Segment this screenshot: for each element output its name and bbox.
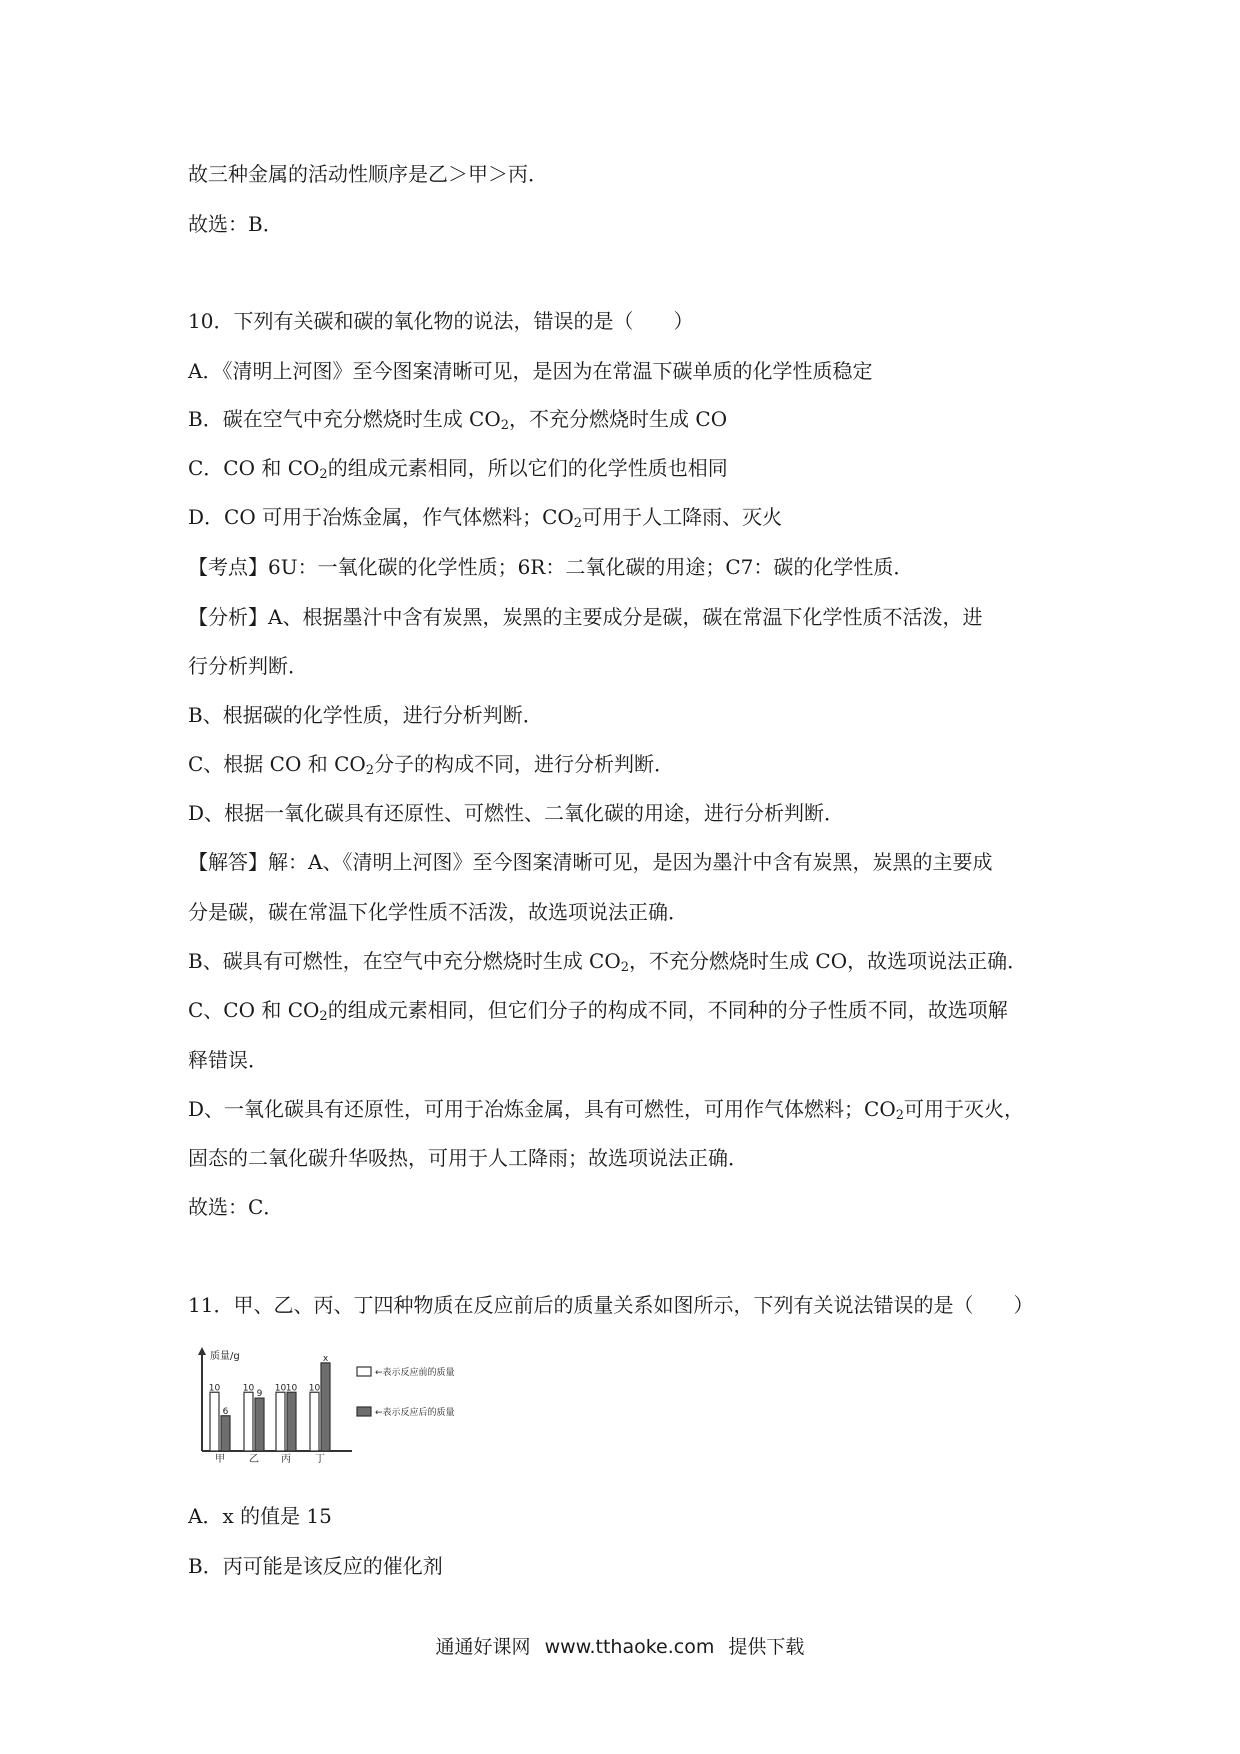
data-label: 10: [285, 1383, 298, 1394]
y-axis-arrow: [198, 1347, 206, 1355]
text-line: C、CO 和 $CO_2$的组成元素相同，但它们分子的构成不同，不同种的分子性质不同，故选项解: [188, 998, 1008, 1024]
kaodian-line: 【考点】6U：一氧化碳的化学性质；6R：二氧化碳的用途；C7：碳的化学性质．: [188, 555, 914, 579]
bar: [310, 1392, 319, 1451]
question-11-stem: 11．甲、乙、丙、丁四种物质在反应前后的质量关系如图所示，下列有关说法错误的是（ ）: [188, 1293, 1034, 1317]
option-11-b: B．丙可能是该反应的催化剂: [188, 1554, 443, 1578]
data-label: 9: [256, 1389, 263, 1400]
text-line: 行分析判断．: [188, 654, 308, 678]
footer-site-name: 通通好课网: [435, 1636, 531, 1658]
mass-bar-chart: [192, 1343, 512, 1463]
fenxi-line: 【分析】A、根据墨汁中含有炭黑，炭黑的主要成分是碳，碳在常温下化学性质不活泼，进: [188, 605, 983, 629]
data-label: 10: [242, 1383, 255, 1394]
bar: [221, 1416, 230, 1451]
data-label: 10: [208, 1383, 221, 1394]
text-line: D、一氧化碳具有还原性，可用于冶炼金属，具有可燃性，可用作气体燃料；$CO_2$可用于灭火，: [188, 1097, 1025, 1123]
text-line: 故三种金属的活动性顺序是乙＞甲＞丙．: [188, 162, 548, 186]
bar: [244, 1392, 253, 1451]
text-line: B、根据碳的化学性质，进行分析判断．: [188, 703, 543, 727]
data-label: 6: [222, 1406, 229, 1417]
legend-swatch: [357, 1367, 371, 1376]
option-11-a: A．x 的值是 15: [188, 1504, 332, 1528]
jieda-line: 【解答】解：A、《清明上河图》至今图案清晰可见，是因为墨汁中含有炭黑，炭黑的主要成: [188, 850, 993, 874]
text-line: 固态的二氧化碳升华吸热，可用于人工降雨；故选项说法正确．: [188, 1146, 748, 1170]
category-label: 乙: [249, 1454, 259, 1463]
text-line: B、碳具有可燃性，在空气中充分燃烧时生成 $CO_2$，不充分燃烧时生成 CO，故选项说法正确．: [188, 949, 1028, 975]
bar: [210, 1392, 219, 1451]
option-10-b: B．碳在空气中充分燃烧时生成 $CO_2$，不充分燃烧时生成 CO: [188, 407, 728, 433]
legend-swatch: [357, 1407, 371, 1416]
y-axis-label: 质量/g: [210, 1351, 240, 1362]
footer-url: www.tthaoke.com: [544, 1636, 715, 1658]
bar: [321, 1363, 330, 1451]
text-line: 分是碳，碳在常温下化学性质不活泼，故选项说法正确．: [188, 900, 688, 924]
text-line: D、根据一氧化碳具有还原性、可燃性、二氧化碳的用途，进行分析判断．: [188, 801, 845, 825]
category-label: 丙: [281, 1454, 291, 1463]
footer-suffix: 提供下载: [728, 1636, 805, 1658]
option-10-a: A．《清明上河图》至今图案清晰可见，是因为在常温下碳单质的化学性质稳定: [188, 359, 873, 383]
legend-label: ←表示反应后的质量: [375, 1408, 455, 1418]
bar: [287, 1392, 296, 1451]
page-footer: [0, 1632, 1240, 1659]
text-line: C、根据 CO 和 $CO_2$分子的构成不同，进行分析判断．: [188, 752, 675, 778]
data-label: x: [322, 1353, 329, 1364]
bar: [255, 1398, 264, 1451]
text-line: 释错误．: [188, 1048, 268, 1072]
text-line: 故选：B．: [188, 212, 283, 236]
data-label: 10: [308, 1383, 321, 1394]
answer-line: 故选：C．: [188, 1195, 284, 1219]
data-label: 10: [274, 1383, 287, 1394]
legend-label: ←表示反应前的质量: [375, 1368, 455, 1378]
question-10-stem: 10．下列有关碳和碳的氧化物的说法，错误的是（ ）: [188, 309, 694, 333]
bar: [276, 1392, 285, 1451]
category-label: 甲: [215, 1454, 225, 1463]
option-10-d: D．CO 可用于冶炼金属，作气体燃料；$CO_2$可用于人工降雨、灭火: [188, 505, 783, 531]
option-10-c: C．CO 和 $CO_2$的组成元素相同，所以它们的化学性质也相同: [188, 456, 728, 482]
category-label: 丁: [315, 1454, 325, 1463]
